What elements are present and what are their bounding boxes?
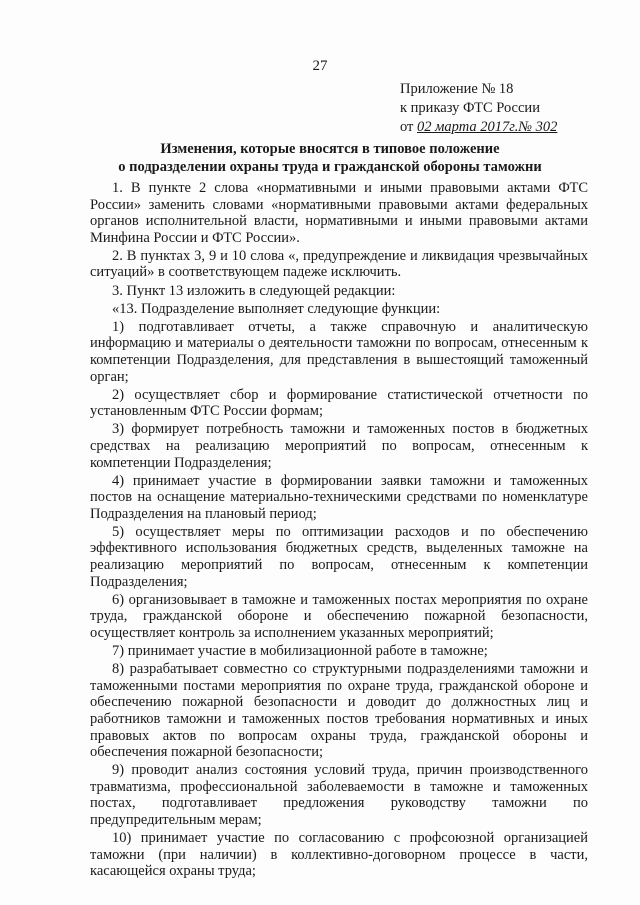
paragraph: 9) проводит анализ состояния условий труда, причин производственного травматизма, профессиональной заболеваемости в таможне и таможенных постах, подготавливает предложения руководству таможни по предупредительным мерам; (90, 762, 588, 828)
paragraph: 1) подготавливает отчеты, а также справочную и аналитическую информацию и материалы о деятельности таможни по вопросам, отнесенным к компетенции Подразделения, для представления в вышестоящий таможенный орган; (90, 318, 588, 385)
paragraph: 1. В пункте 2 слова «нормативными и иными правовыми актами ФТС России» заменить словами «нормативными правовыми актами федеральных органов исполнительной власти, нормативными и иными правовыми актами Минфина России и ФТС России». (90, 180, 588, 246)
document-body (90, 180, 588, 881)
paragraph: 3. Пункт 13 изложить в следующей редакции: (112, 282, 396, 299)
paragraph: 7) принимает участие в мобилизационной работе в таможне; (112, 643, 488, 660)
appendix-date-prefix: от (400, 119, 418, 135)
paragraph: 2) осуществляет сбор и формирование статистической отчетности по установленным ФТС России формам; (90, 386, 588, 420)
appendix-line-3 (400, 118, 557, 137)
paragraph: 3) формирует потребность таможни и таможенных постов в бюджетных средствах на реализацию мероприятий по вопросам, отнесенным к компетенции Подразделения; (90, 421, 588, 471)
paragraph: 4) принимает участие в формировании заявки таможни и таможенных постов на оснащение материально-техническими средствами по номенклатуре Подразделения на плановый период; (90, 472, 588, 522)
title-line-1: Изменения, которые вносятся в типовое положение (160, 141, 500, 157)
paragraph: 8) разрабатывает совместно со структурными подразделениями таможни и таможенными постами мероприятия по охране труда, гражданской обороне и обеспечению пожарной безопасности и доводит до должностных лиц и работников таможни и таможенных постов требования нормативных и иных правовых актов по вопросам охраны труда, гражданской обороны и обеспечения пожарной безопасности; (90, 661, 588, 761)
title-line-2: о подразделении охраны труда и гражданской обороны таможни (118, 159, 542, 175)
paragraph: 2. В пунктах 3, 9 и 10 слова «, предупреждение и ликвидация чрезвычайных ситуаций» в соответствующем падеже исключить. (90, 247, 588, 281)
document-title (90, 140, 570, 176)
paragraph: 6) организовывает в таможне и таможенных постах мероприятия по охране труда, гражданской обороне и обеспечению пожарной безопасности, осуществляет контроль за исполнением указанных мероприятий; (90, 591, 588, 641)
appendix-line-1: Приложение № 18 (400, 81, 514, 97)
paragraph: «13. Подразделение выполняет следующие функции: (112, 300, 441, 317)
appendix-block (400, 80, 557, 137)
appendix-line-2: к приказу ФТС России (400, 100, 540, 116)
appendix-date: 02 марта 2017г. (417, 119, 519, 135)
page-number: 27 (312, 58, 328, 74)
paragraph: 10) принимает участие по согласованию с профсоюзной организацией таможни (при наличии) в коллективно-договорном процессе в части, касающейся охраны труда; (90, 830, 588, 880)
appendix-number: № 302 (518, 119, 558, 135)
paragraph: 5) осуществляет меры по оптимизации расходов и по обеспечению эффективного использования бюджетных средств, выделенных таможне на реализацию мероприятий по вопросам, отнесенным к компетенции Подразделения; (90, 523, 588, 590)
